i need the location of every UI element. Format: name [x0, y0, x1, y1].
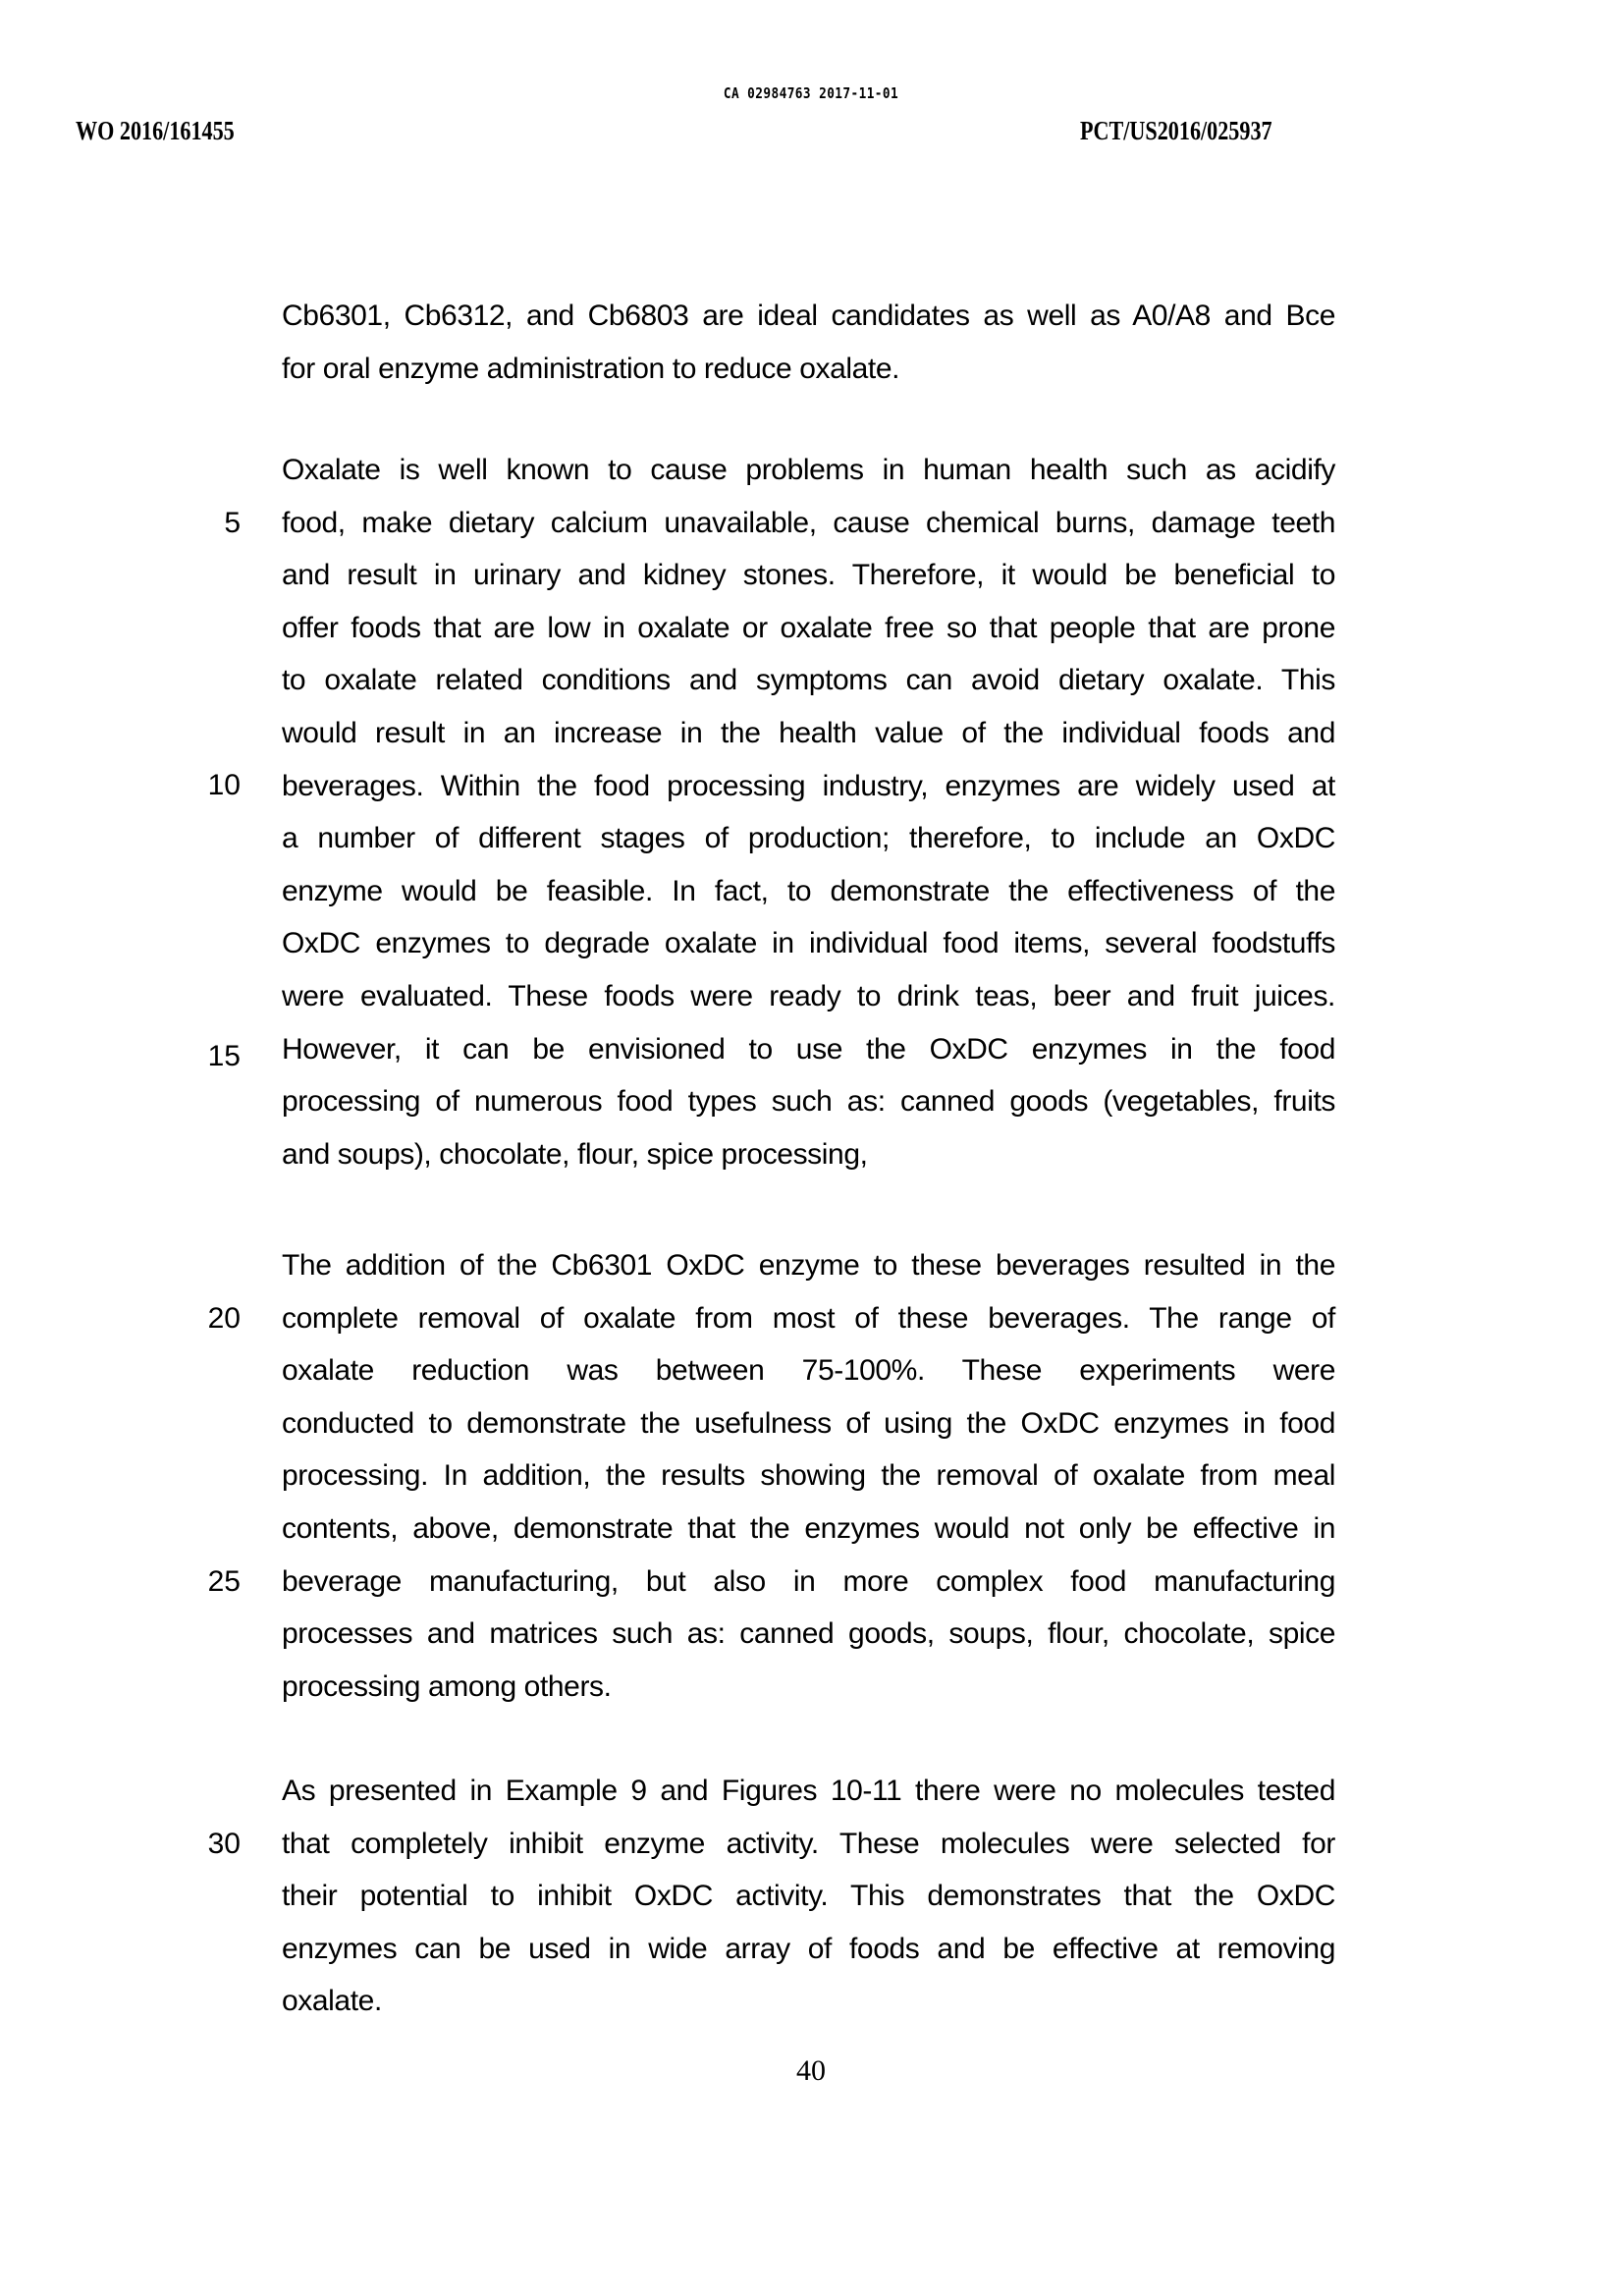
- text-line: As presented in Example 9 and Figures 10-11 there were no molecules tested: [282, 1775, 1335, 1807]
- text-line: processing of numerous food types such as: canned goods (vegetables, fruits: [282, 1085, 1335, 1119]
- text-line: enzyme would be feasible. In fact, to demonstrate the effectiveness of the: [282, 874, 1335, 907]
- text-line: complete removal of oxalate from most of these beverages. The range of: [282, 1301, 1335, 1335]
- text-line: The addition of the Cb6301 OxDC enzyme to these beverages resulted in the: [282, 1249, 1335, 1282]
- page-number: 40: [796, 2054, 826, 2087]
- paragraph-2: [282, 444, 1335, 1180]
- text-line: processes and matrices such as: canned goods, soups, flour, chocolate, spice: [282, 1617, 1335, 1651]
- paragraph-4: [282, 1765, 1335, 2028]
- paragraph-3: [282, 1239, 1335, 1713]
- line-number: 5: [224, 507, 241, 539]
- text-line: and result in urinary and kidney stones. Therefore, it would be beneficial to: [282, 559, 1335, 592]
- text-line: Cb6301, Cb6312, and Cb6803 are ideal candidates as well as A0/A8 and Bce: [282, 300, 1335, 332]
- text-line: beverages. Within the food processing industry, enzymes are widely used at: [282, 769, 1335, 802]
- text-line: offer foods that are low in oxalate or oxalate free so that people that are prone: [282, 611, 1335, 644]
- text-line: a number of different stages of production; therefore, to include an OxDC: [282, 822, 1335, 855]
- text-line: oxalate.: [282, 1985, 382, 2018]
- text-line: processing. In addition, the results showing the removal of oxalate from meal: [282, 1459, 1335, 1493]
- text-line: oxalate reduction was between 75-100%. These experiments were: [282, 1354, 1335, 1388]
- publication-number: WO 2016/161455: [76, 116, 235, 145]
- text-line: However, it can be envisioned to use the OxDC enzymes in the food: [282, 1032, 1335, 1066]
- line-number: 20: [207, 1302, 241, 1335]
- text-line: Oxalate is well known to cause problems in human health such as acidify: [282, 454, 1335, 486]
- text-line: and soups), chocolate, flour, spice processing,: [282, 1137, 868, 1171]
- text-line: for oral enzyme administration to reduce oxalate.: [282, 352, 900, 385]
- filing-stamp: CA 02984763 2017-11-01: [723, 84, 899, 102]
- text-line: food, make dietary calcium unavailable, cause chemical burns, damage teeth: [282, 506, 1335, 539]
- text-line: processing among others.: [282, 1669, 612, 1703]
- text-line: their potential to inhibit OxDC activity. This demonstrates that the OxDC: [282, 1880, 1335, 1913]
- text-line: conducted to demonstrate the usefulness of using the OxDC enzymes in food: [282, 1406, 1335, 1440]
- line-number: 25: [207, 1565, 241, 1598]
- line-number: 15: [207, 1040, 241, 1072]
- text-line: OxDC enzymes to degrade oxalate in individual food items, several foodstuffs: [282, 927, 1335, 960]
- text-line: to oxalate related conditions and symptoms can avoid dietary oxalate. This: [282, 664, 1335, 697]
- text-line: contents, above, demonstrate that the enzymes would not only be effective in: [282, 1511, 1335, 1545]
- application-number: PCT/US2016/025937: [1080, 116, 1272, 145]
- text-line: enzymes can be used in wide array of foods and be effective at removing: [282, 1932, 1335, 1965]
- text-line: that completely inhibit enzyme activity. These molecules were selected for: [282, 1827, 1335, 1860]
- paragraph-1: [282, 290, 1335, 395]
- text-line: were evaluated. These foods were ready to drink teas, beer and fruit juices.: [282, 979, 1335, 1012]
- line-number: 10: [207, 769, 241, 801]
- text-line: would result in an increase in the health value of the individual foods and: [282, 716, 1335, 749]
- text-line: beverage manufacturing, but also in more complex food manufacturing: [282, 1564, 1335, 1598]
- line-number: 30: [207, 1828, 241, 1860]
